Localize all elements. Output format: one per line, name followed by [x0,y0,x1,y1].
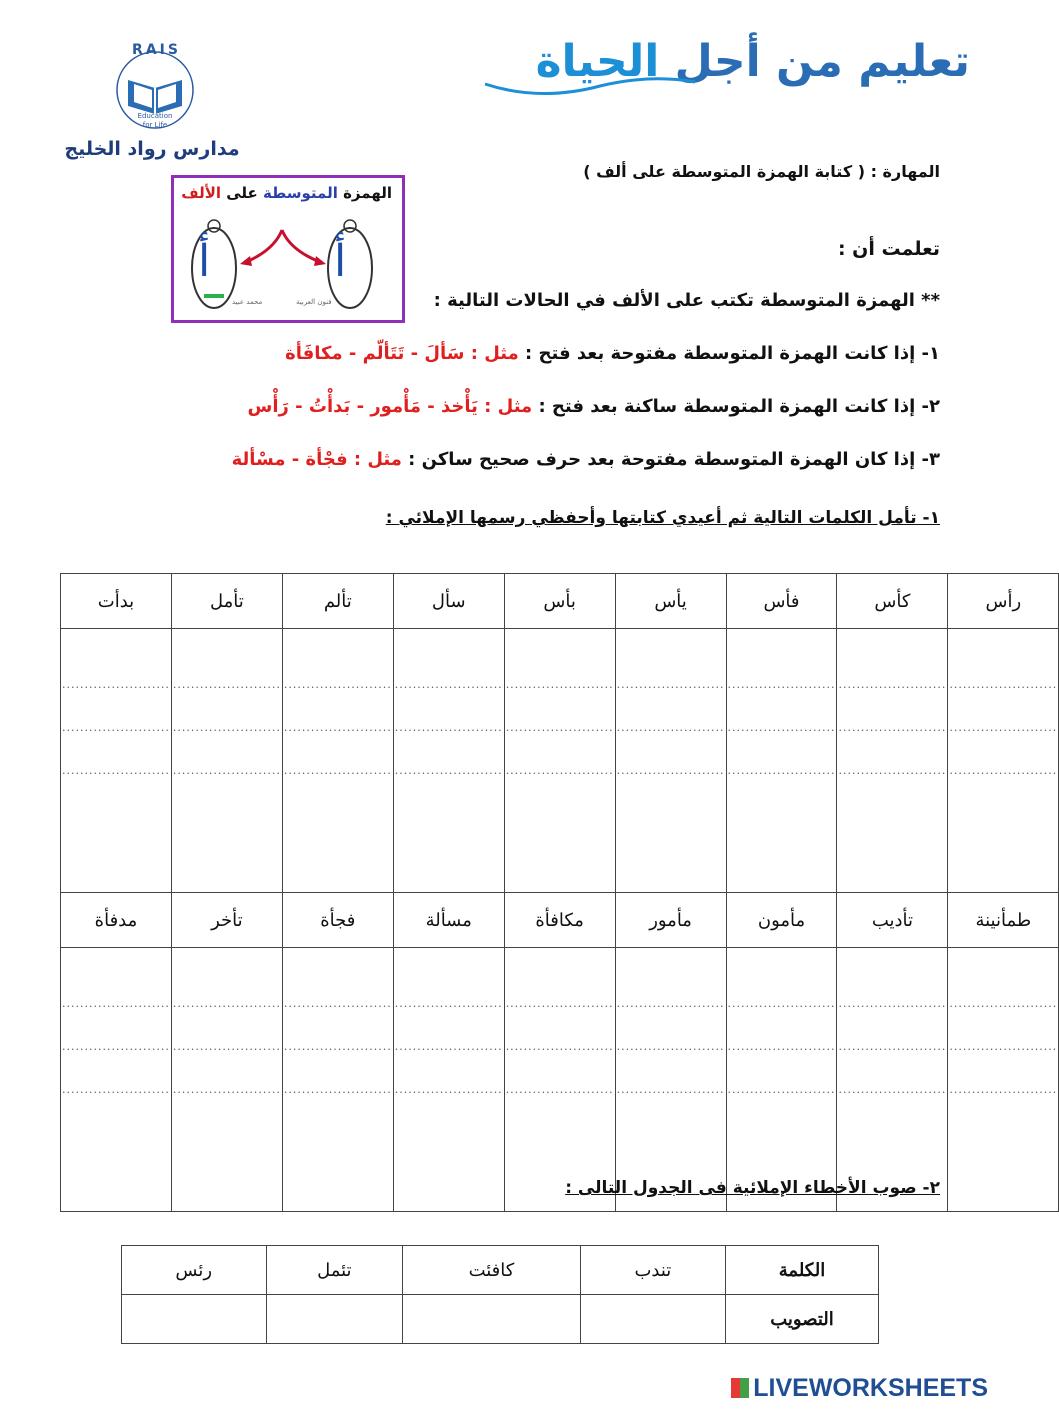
dotted-line: ........................ [283,678,392,691]
brand-part2: الحياة [535,36,660,87]
dotted-line: ........................ [949,764,1058,777]
word-cell: فجأة [282,893,393,948]
word-cell: طمأنينة [948,893,1059,948]
dotted-line: ........................ [283,764,392,777]
writing-cell[interactable] [393,948,504,1212]
words-row-2 [61,893,1059,948]
writing-cell[interactable] [61,629,172,893]
correction-answers-row [122,1295,879,1344]
dotted-line: ........................ [616,764,725,777]
dotted-line: ........................ [62,721,170,734]
dotted-line: ........................ [727,678,836,691]
school-name: مدارس رواد الخليج [64,138,240,160]
dotted-line: ........................ [62,678,170,691]
dotted-line: ........................ [62,997,170,1010]
brand-swoosh-icon [480,72,700,102]
word-cell: كأس [837,574,948,629]
dotted-line: ........................ [172,1083,281,1096]
writing-cell[interactable] [171,948,282,1212]
school-logo [110,40,200,135]
brand-part1: تعليم من أجل [659,36,970,87]
dotted-line: ........................ [838,997,947,1010]
correction-input[interactable] [122,1295,267,1344]
misspelled-word: تئمل [266,1246,403,1295]
dotted-line: ........................ [616,1083,725,1096]
words-row-1 [61,574,1059,629]
writing-cell[interactable] [504,629,615,893]
word-cell: مكافأة [504,893,615,948]
correction-input[interactable] [266,1295,403,1344]
word-cell: مسألة [393,893,504,948]
dotted-line: ........................ [505,997,614,1010]
dotted-line: ........................ [394,721,503,734]
correction-table [121,1245,879,1344]
dotted-line: ........................ [838,678,947,691]
writing-row-2 [61,948,1059,1212]
dotted-line: ........................ [62,1083,170,1096]
rule-1 [285,343,940,364]
correction-input[interactable] [580,1295,725,1344]
dotted-line: ........................ [949,721,1058,734]
dotted-line: ........................ [949,1083,1058,1096]
rule-1-text: ١- إذا كانت الهمزة المتوسطة مفتوحة بعد فتح : [518,343,940,364]
word-cell: مأمون [726,893,837,948]
writing-row-1 [61,629,1059,893]
writing-cell[interactable] [948,629,1059,893]
dotted-line: ........................ [838,1040,947,1053]
word-cell: بأس [504,574,615,629]
card-title-c: على [221,184,264,202]
logo-line1: Education [137,112,173,120]
card-title-d: الألف [181,184,222,202]
dotted-line: ........................ [62,1040,170,1053]
rule-1-example: مثل : سَألَ - تَتَألّم - مكافَأة [285,343,519,364]
question-2: ٢- صوب الأخطاء الإملائية فى الجدول التالى : [565,1178,940,1198]
dotted-line: ........................ [172,678,281,691]
label-correction: التصويب [726,1295,879,1344]
correction-input[interactable] [403,1295,581,1344]
label-word: الكلمة [726,1246,879,1295]
dotted-line: ........................ [949,1040,1058,1053]
dotted-line: ........................ [394,997,503,1010]
dotted-line: ........................ [394,1083,503,1096]
rule-3 [232,449,940,470]
dotted-line: ........................ [283,1040,392,1053]
question-1: ١- تأمل الكلمات التالية ثم أعيدي كتابتها وأحفظي رسمها الإملائي : [385,508,940,528]
liveworksheets-icon [731,1378,749,1398]
word-cell: فأس [726,574,837,629]
misspelled-word: رئس [122,1246,267,1295]
liveworksheets-logo [731,1374,988,1403]
logo-rais-text: RAIS [132,42,181,58]
writing-cell[interactable] [615,948,726,1212]
writing-cell[interactable] [504,948,615,1212]
word-cell: تأخر [171,893,282,948]
skill-title: المهارة : ( كتابة الهمزة المتوسطة على ألف ) [583,162,940,181]
card-title-a: الهمزة [337,184,392,202]
dotted-line: ........................ [727,721,836,734]
dotted-line: ........................ [283,1083,392,1096]
dotted-line: ........................ [505,1083,614,1096]
word-cell: رأس [948,574,1059,629]
dotted-line: ........................ [394,764,503,777]
dotted-line: ........................ [172,764,281,777]
dotted-line: ........................ [949,997,1058,1010]
writing-cell[interactable] [393,629,504,893]
dotted-line: ........................ [727,764,836,777]
word-cell: تألم [282,574,393,629]
hamza-illustration [171,175,405,323]
dotted-line: ........................ [616,1040,725,1053]
dotted-line: ........................ [394,678,503,691]
rules-intro: ** الهمزة المتوسطة تكتب على الألف في الحالات التالية : [433,290,940,311]
dotted-line: ........................ [283,721,392,734]
glyph-left: أ [198,236,211,287]
words-table [60,573,1059,1212]
dotted-line: ........................ [62,764,170,777]
rule-2-example: مثل : يَأْخذ - مَأْمور - بَدأْتُ - رَأْس [247,396,533,417]
correction-words-row [122,1246,879,1295]
writing-cell[interactable] [615,629,726,893]
card-title-b: المتوسطة [263,184,338,202]
dotted-line: ........................ [949,678,1058,691]
dotted-line: ........................ [172,997,281,1010]
dotted-line: ........................ [172,1040,281,1053]
dotted-line: ........................ [505,1040,614,1053]
word-cell: سأل [393,574,504,629]
learned-heading: تعلمت أن : [837,238,940,260]
dotted-line: ........................ [505,721,614,734]
word-cell: تأمل [171,574,282,629]
writing-cell[interactable] [837,948,948,1212]
dotted-line: ........................ [727,1083,836,1096]
rule-2 [248,396,940,417]
glyph-right: أ [334,236,347,287]
writing-cell[interactable] [282,629,393,893]
dotted-line: ........................ [394,1040,503,1053]
dotted-line: ........................ [616,997,725,1010]
word-cell: تأديب [837,893,948,948]
word-cell: مدفأة [61,893,172,948]
writing-cell[interactable] [948,948,1059,1212]
writing-cell[interactable] [726,948,837,1212]
dotted-line: ........................ [838,764,947,777]
writing-cell[interactable] [726,629,837,893]
dotted-line: ........................ [616,678,725,691]
word-cell: بدأت [61,574,172,629]
card-signature-right: فنون العربية [296,298,332,306]
dotted-line: ........................ [283,997,392,1010]
dotted-line: ........................ [838,1083,947,1096]
misspelled-word: كافئت [403,1246,581,1295]
dotted-line: ........................ [727,997,836,1010]
logo-line2: for Life [142,121,168,129]
writing-cell[interactable] [837,629,948,893]
dotted-line: ........................ [727,1040,836,1053]
word-cell: مأمور [615,893,726,948]
dotted-line: ........................ [172,721,281,734]
word-cell: يأس [615,574,726,629]
rule-3-example: مثل : فجْأة - مسْألة [231,449,402,470]
dotted-line: ........................ [838,721,947,734]
dotted-line: ........................ [505,678,614,691]
rule-3-text: ٣- إذا كان الهمزة المتوسطة مفتوحة بعد حرف صحيح ساكن : [401,449,940,470]
writing-cell[interactable] [61,948,172,1212]
liveworksheets-text: LIVEWORKSHEETS [753,1374,988,1402]
writing-cell[interactable] [171,629,282,893]
misspelled-word: تندب [580,1246,725,1295]
dotted-line: ........................ [505,764,614,777]
writing-cell[interactable] [282,948,393,1212]
rule-2-text: ٢- إذا كانت الهمزة المتوسطة ساكنة بعد فتح : [532,396,940,417]
card-signature-left: محمد عبيد [232,298,263,306]
dotted-line: ........................ [616,721,725,734]
